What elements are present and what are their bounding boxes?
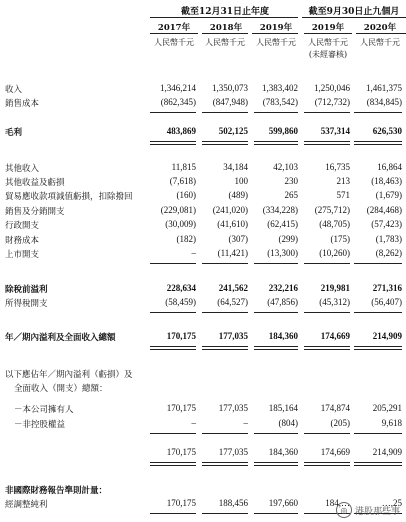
row-value: 170,175 <box>166 403 196 413</box>
table-row <box>0 418 406 430</box>
subtotal-rule <box>150 112 196 113</box>
row-label: 財務成本 <box>5 236 40 246</box>
table-row <box>0 176 406 188</box>
row-value: (307) <box>228 234 248 244</box>
subtotal-rule <box>254 513 298 514</box>
total-double-rule <box>150 462 196 466</box>
row-value: 177,035 <box>218 331 248 341</box>
row-value: (62,415) <box>267 219 298 229</box>
row-value: 170,175 <box>166 447 196 457</box>
row-value: – <box>243 418 248 428</box>
table-row <box>0 97 406 109</box>
subtotal-rule <box>254 312 298 313</box>
table-row <box>0 283 406 295</box>
row-value: (56,407) <box>371 297 402 307</box>
row-label: －非控股權益 <box>14 420 66 430</box>
row-value: 170,175 <box>166 498 196 508</box>
table-row <box>0 382 406 394</box>
row-value: (862,345) <box>160 97 196 107</box>
row-value: (712,732) <box>314 97 350 107</box>
row-value: 219,981 <box>320 283 350 293</box>
row-value: (160) <box>176 190 196 200</box>
row-value: (11,421) <box>217 248 248 258</box>
subtotal-rule <box>354 263 402 264</box>
row-value: 177,035 <box>218 403 248 413</box>
row-label: 行政開支 <box>5 221 40 231</box>
row-label: 所得稅開支 <box>5 299 48 309</box>
row-label: 毛利 <box>5 128 23 138</box>
subtotal-rule <box>254 263 298 264</box>
watermark-text: 港股那些事 <box>354 506 400 517</box>
table-row <box>0 162 406 174</box>
row-value: 1,383,402 <box>262 83 298 93</box>
row-value: (229,081) <box>160 205 196 215</box>
total-double-rule <box>354 462 402 466</box>
row-value: 213 <box>336 176 350 186</box>
row-value: 205,291 <box>372 403 402 413</box>
subtotal-rule <box>202 112 248 113</box>
row-value: (1,679) <box>375 190 402 200</box>
row-value: (30,009) <box>165 219 196 229</box>
table-row <box>0 368 406 380</box>
table-row <box>0 190 406 202</box>
row-value: (10,260) <box>319 248 350 258</box>
subtotal-rule <box>254 433 298 434</box>
total-double-rule <box>304 346 350 350</box>
row-value: 100 <box>234 176 248 186</box>
total-double-rule <box>354 141 402 145</box>
row-value: 188,456 <box>218 498 248 508</box>
period-header-year: 截至12月31日止年度 <box>180 7 270 17</box>
table-row <box>0 297 406 309</box>
table-row <box>0 484 406 496</box>
row-value: (8,262) <box>375 248 402 258</box>
row-value: 174,874 <box>320 403 350 413</box>
row-value: (7,618) <box>169 176 196 186</box>
subtotal-rule <box>304 312 350 313</box>
row-value: 265 <box>284 190 298 200</box>
row-label: 貿易應收款項減值虧損，扣除撥回 <box>5 192 133 202</box>
row-label: 其他收入 <box>5 164 40 174</box>
subtotal-rule <box>202 312 248 313</box>
row-value: 197,660 <box>268 498 298 508</box>
row-value: (847,948) <box>212 97 248 107</box>
row-value: 214,909 <box>372 331 402 341</box>
total-double-rule <box>202 462 248 466</box>
row-value: (182) <box>176 234 196 244</box>
unit-2019-9m: 人民幣千元 <box>308 38 348 47</box>
row-value: (13,300) <box>267 248 298 258</box>
row-value: (1,783) <box>375 234 402 244</box>
row-value: 1,461,375 <box>366 83 402 93</box>
period-header-nine-months: 截至9月30日止九個月 <box>308 7 400 17</box>
row-value: 16,735 <box>325 162 350 172</box>
total-double-rule <box>304 141 350 145</box>
wechat-icon: ◎ <box>336 502 352 518</box>
subtotal-rule <box>150 433 196 434</box>
unit-2019: 人民幣千元 <box>256 38 296 47</box>
col-2017: 2017年 <box>157 23 191 33</box>
row-value: 241,562 <box>218 283 248 293</box>
row-value: 11,815 <box>171 162 196 172</box>
row-value: – <box>191 248 196 258</box>
row-value: 214,909 <box>372 447 402 457</box>
table-row <box>0 403 406 415</box>
subtotal-rule <box>150 513 196 514</box>
row-value: 571 <box>336 190 350 200</box>
total-double-rule <box>254 346 298 350</box>
table-row <box>0 447 406 459</box>
row-value: (41,610) <box>217 219 248 229</box>
row-value: (175) <box>330 234 350 244</box>
subtotal-rule <box>304 263 350 264</box>
col-2020-9m: 2020年 <box>363 23 397 33</box>
row-value: (804) <box>278 418 298 428</box>
col-2019-9m: 2019年 <box>311 23 345 33</box>
row-value: 184,360 <box>268 447 298 457</box>
row-value: 626,530 <box>372 126 402 136</box>
row-value: 185,164 <box>268 403 298 413</box>
total-double-rule <box>354 346 402 350</box>
row-label: 全面收入（開支）總額： <box>14 384 108 394</box>
row-value: (205) <box>330 418 350 428</box>
row-label: 年／期內溢利及全面收入總額 <box>5 333 116 343</box>
total-double-rule <box>254 462 298 466</box>
row-label: 經調整純利 <box>5 500 48 510</box>
table-row <box>0 219 406 231</box>
row-label: 以下應佔年／期內溢利（虧損）及 <box>5 370 133 380</box>
table-row <box>0 205 406 217</box>
subtotal-rule <box>354 312 402 313</box>
row-value: (489) <box>228 190 248 200</box>
subtotal-rule <box>150 263 196 264</box>
row-label: 除稅前溢利 <box>5 285 48 295</box>
row-value: – <box>191 418 196 428</box>
row-label: 其他收益及虧損 <box>5 178 65 188</box>
row-value: (47,856) <box>267 297 298 307</box>
unaudited-note: (未經審核) <box>308 50 348 59</box>
row-value: 177,035 <box>218 447 248 457</box>
subtotal-rule <box>304 433 350 434</box>
row-value: (241,020) <box>212 205 248 215</box>
row-value: 184,360 <box>268 331 298 341</box>
row-value: 502,125 <box>218 126 248 136</box>
subtotal-rule <box>304 112 350 113</box>
unit-2018: 人民幣千元 <box>205 38 245 47</box>
row-value: (57,423) <box>371 219 402 229</box>
row-value: (64,527) <box>217 297 248 307</box>
unit-2017: 人民幣千元 <box>154 38 194 47</box>
row-value: (45,312) <box>319 297 350 307</box>
row-value: 599,860 <box>268 126 298 136</box>
row-label: －本公司擁有人 <box>14 405 74 415</box>
row-value: 174,669 <box>320 447 350 457</box>
row-value: 170,175 <box>166 331 196 341</box>
subtotal-rule <box>150 312 196 313</box>
row-label: 收入 <box>5 85 23 95</box>
subtotal-rule <box>354 112 402 113</box>
row-value: 16,864 <box>377 162 402 172</box>
table-row <box>0 331 406 343</box>
row-value: 483,869 <box>166 126 196 136</box>
row-value: 537,314 <box>320 126 350 136</box>
row-value: 1,350,073 <box>212 83 248 93</box>
total-double-rule <box>150 141 196 145</box>
subtotal-rule <box>254 112 298 113</box>
subtotal-rule <box>202 263 248 264</box>
row-value: 271,316 <box>372 283 402 293</box>
row-value: (834,845) <box>366 97 402 107</box>
row-value: …,25 <box>381 498 402 508</box>
subtotal-rule <box>202 433 248 434</box>
row-value: (275,712) <box>314 205 350 215</box>
total-double-rule <box>202 141 248 145</box>
row-value: 9,618 <box>381 418 402 428</box>
row-value: (58,459) <box>165 297 196 307</box>
row-value: (18,463) <box>371 176 402 186</box>
row-value: (48,705) <box>319 219 350 229</box>
row-value: (334,228) <box>262 205 298 215</box>
table-row <box>0 234 406 246</box>
row-value: 1,250,046 <box>314 83 350 93</box>
subtotal-rule <box>202 513 248 514</box>
col-2019: 2019年 <box>259 23 293 33</box>
row-value: 230 <box>284 176 298 186</box>
row-value: 184,… <box>325 498 350 508</box>
total-double-rule <box>202 346 248 350</box>
row-value: 1,346,214 <box>160 83 196 93</box>
table-row <box>0 126 406 138</box>
row-value: 34,184 <box>223 162 248 172</box>
total-double-rule <box>254 141 298 145</box>
row-value: (299) <box>278 234 298 244</box>
table-row <box>0 248 406 260</box>
row-value: (284,468) <box>366 205 402 215</box>
subtotal-rule <box>354 433 402 434</box>
total-double-rule <box>150 346 196 350</box>
row-label: 銷售成本 <box>5 99 40 109</box>
row-label: 上市開支 <box>5 250 40 260</box>
col-2018: 2018年 <box>209 23 243 33</box>
total-double-rule <box>304 462 350 466</box>
row-value: (783,542) <box>262 97 298 107</box>
table-row <box>0 83 406 95</box>
watermark <box>336 502 400 518</box>
row-label: 非國際財務報告準則計量： <box>5 486 108 496</box>
row-value: 42,103 <box>273 162 298 172</box>
row-value: 228,634 <box>166 283 196 293</box>
row-value: 174,669 <box>320 331 350 341</box>
row-value: 232,216 <box>268 283 298 293</box>
row-label: 銷售及分銷開支 <box>5 207 65 217</box>
unit-2020-9m: 人民幣千元 <box>360 38 400 47</box>
